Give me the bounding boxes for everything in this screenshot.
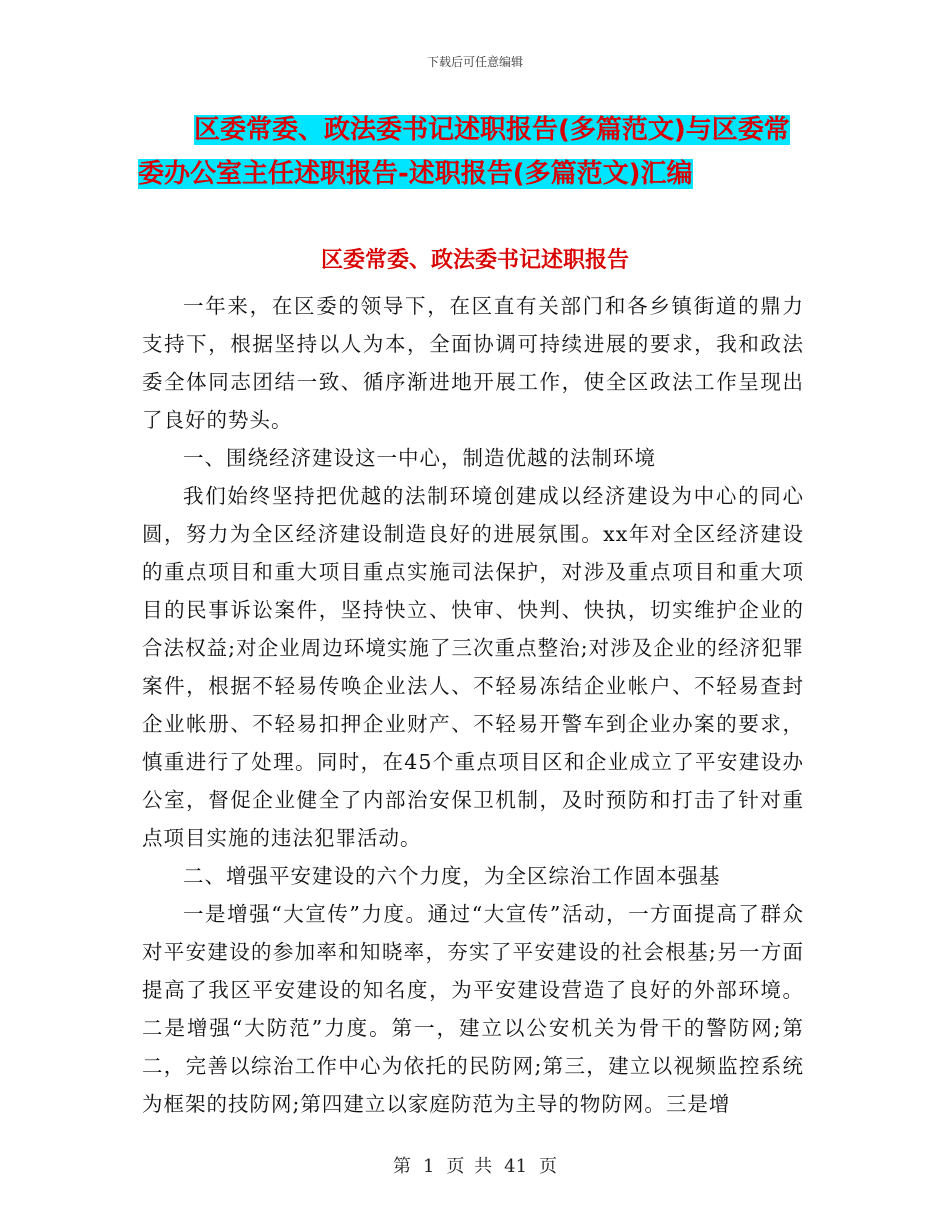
paragraph-section-1: 我们始终坚持把优越的法制环境创建成以经济建设为中心的同心圆，努力为全区经济建设制造良好的进展氛围。xx年对全区经济建设的重点项目和重大项目重点实施司法保护，对涉及重点项目和重大项目的民事诉讼案件，坚持快立、快审、快判、快执，切实维护企业的合法权益;对企业周边环境实施了三次重点整治;对涉及企业的经济犯罪案件，根据不轻易传唤企业法人、不轻易冻结企业帐户、不轻易查封企业帐册、不轻易扣押企业财产、不轻易开警车到企业办案的要求，慎重进行了处理。同时，在45个重点项目区和企业成立了平安建设办公室，督促企业健全了内部治安保卫机制，及时预防和打击了针对重点项目实施的违法犯罪活动。 bbox=[142, 484, 804, 850]
document-body bbox=[142, 287, 804, 1123]
paragraph-section-2: 一是增强“大宣传”力度。通过“大宣传”活动，一方面提高了群众对平安建设的参加率和知晓率，夯实了平安建设的社会根基;另一方面提高了我区平安建设的知名度，为平安建设营造了良好的外部环境。二是增强“大防范”力度。第一，建立以公安机关为骨干的警防网;第二，完善以综治工作中心为依托的民防网;第三，建立以视频监控系统为框架的技防网;第四建立以家庭防范为主导的物防网。三是增 bbox=[142, 902, 804, 1116]
footer-label-pre: 第 bbox=[392, 1156, 411, 1177]
paragraph-intro: 一年来，在区委的领导下，在区直有关部门和各乡镇街道的鼎力支持下，根据坚持以人为本，全面协调可持续进展的要求，我和政法委全体同志团结一致、循序渐进地开展工作，使全区政法工作呈现出了良好的势头。 bbox=[142, 294, 804, 432]
title-line-1: 区委常委、政法委书记述职报告(多篇范文)与区委常 bbox=[194, 115, 790, 145]
title-line-2: 委办公室主任述职报告-述职报告(多篇范文)汇编 bbox=[138, 159, 693, 189]
footer-page-current: 1 bbox=[422, 1156, 435, 1177]
document-title bbox=[138, 108, 828, 196]
section-title: 区委常委、政法委书记述职报告 bbox=[320, 248, 629, 273]
heading-section-2: 二、增强平安建设的六个力度，为全区综治工作固本强基 bbox=[183, 864, 721, 888]
footer-label-post: 页 bbox=[539, 1156, 558, 1177]
footer-label-mid: 页 共 bbox=[446, 1156, 493, 1177]
heading-section-1: 一、围绕经济建设这一中心，制造优越的法制环境 bbox=[183, 446, 656, 470]
footer-page-total: 41 bbox=[504, 1156, 528, 1177]
page-footer bbox=[0, 1152, 950, 1178]
page-header-note: 下载后可任意编辑 bbox=[426, 55, 523, 69]
